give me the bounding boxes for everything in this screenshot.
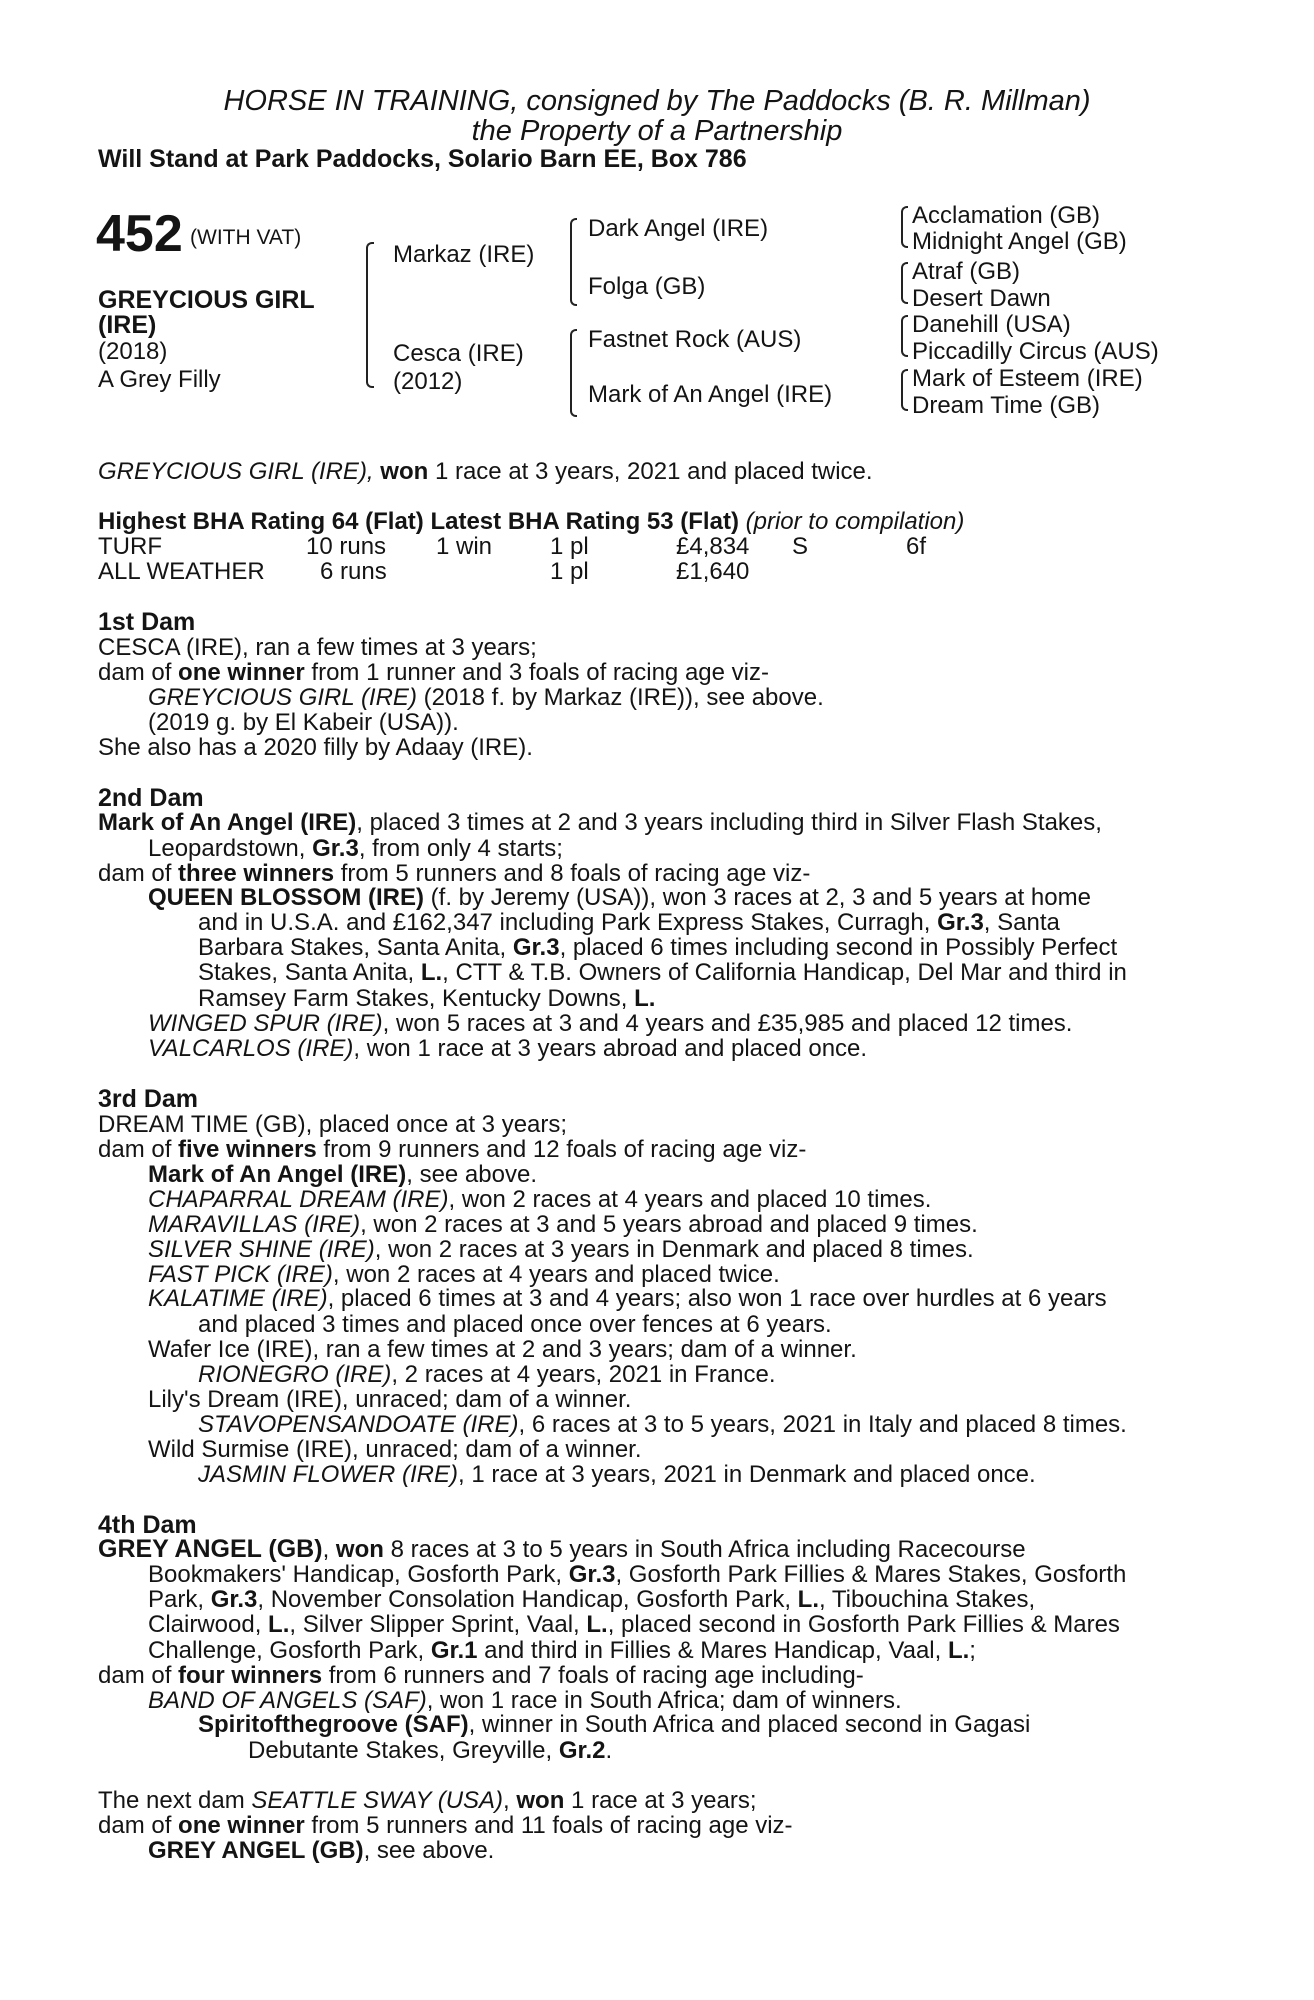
dam2-winged-spur [148,1012,1072,1036]
nd-l1d: won [516,1787,565,1814]
dam3-mark-angel [148,1163,537,1187]
dam2-qb-line3 [198,935,1193,960]
ga-l1d: 8 races at 3 to 5 years in South Africa including Racecourse [383,1536,1026,1563]
qb-name: QUEEN BLOSSOM (IRE) [148,884,425,911]
record-aw-placed: 1 pl [550,558,589,585]
pedigree-brace-gg2 [901,262,908,304]
pedigree-gg-3: Atraf (GB) [912,258,1021,285]
pedigree-gg-5: Danehill (USA) [912,311,1071,338]
cd-name: CHAPARRAL DREAM (IRE) [148,1186,449,1213]
sp-l1b: , winner in South Africa and placed second in Gagasi [468,1711,1031,1738]
dam2-line1 [98,810,1193,835]
qb-l3c: , placed 6 times including second in Possibly Perfect [559,934,1118,961]
dam3-line2 [98,1138,806,1162]
summary-won: won [380,458,429,485]
pedigree-sire: Markaz (IRE) [393,241,535,268]
next-dam-line3 [148,1839,494,1863]
mv-name: MARAVILLAS (IRE) [148,1211,361,1238]
dam3-maravillas [148,1213,978,1237]
record-aw-surface: ALL WEATHER [98,558,265,585]
pedigree-brace-dam [570,329,577,417]
ga-l2b: Gr.3 [568,1561,616,1588]
sp-l2c: . [605,1737,613,1764]
pedigree-gg-7: Mark of Esteem (IRE) [912,365,1143,392]
dam3-l2a: dam of [98,1136,179,1163]
dam1-l2b: one winner [178,659,305,686]
record-turf-distance: 6f [906,533,927,560]
pedigree-gg-4: Desert Dawn [912,285,1051,312]
dam1-line2 [98,661,769,685]
horse-name: GREYCIOUS GIRL [98,286,315,314]
pedigree-sire-dam: Folga (GB) [588,273,706,300]
ga-l5c: and third in Fillies & Mares Handicap, Vaal, [477,1637,948,1664]
kt-name: KALATIME (IRE) [148,1285,328,1312]
pedigree-gg-2: Midnight Angel (GB) [912,228,1127,255]
record-aw-earnings: £1,640 [676,558,750,585]
mv-text: , won 2 races at 3 and 5 years abroad and placed 9 times. [360,1211,978,1238]
ga-name: GREY ANGEL (GB) [98,1535,323,1563]
nd-l1e: 1 race at 3 years; [564,1787,757,1814]
dam4-grey-angel-line5 [148,1639,976,1663]
cd-text: , won 2 races at 4 years and placed 10 times. [448,1186,932,1213]
dam4-grey-angel-line2 [148,1562,1193,1587]
d4-l1a: dam of [98,1662,179,1689]
qb-l2c: , Santa [983,909,1060,936]
dam4-grey-angel-line3 [148,1587,1193,1612]
dam1-l3a: GREYCIOUS GIRL (IRE) [148,684,417,711]
st-name: STAVOPENSANDOATE (IRE) [198,1411,519,1438]
ga-l4a: Clairwood, [148,1611,269,1638]
d4-l1c: from 6 runners and 7 foals of racing age including- [322,1662,864,1689]
ga-l3a: Park, [148,1586,211,1613]
qb-l2a: and in U.S.A. and £162,347 including Park Express Stakes, Curragh, [198,909,938,936]
ga-l4b: L. [268,1611,290,1638]
dam3-l2b: five winners [178,1136,317,1163]
dam2-qb-line5 [198,987,655,1011]
dam4-spirit-line2 [248,1739,612,1763]
horse-year: (2018) [98,338,168,365]
race-summary [98,460,873,484]
dam2-l2b: Gr.3 [312,835,359,862]
ga-l2c: , Gosforth Park Fillies & Mares Stakes, Gosforth [615,1561,1127,1588]
record-aw-runs: 6 runs [320,558,387,585]
dam4-spirit-line1 [198,1712,1193,1737]
dam2-l2c: , from only 4 starts; [358,835,563,862]
next-dam-line1 [98,1789,756,1813]
nd-l1c: , [503,1787,517,1814]
qb-l5b: L. [634,985,656,1012]
dam1-line5: She also has a 2020 filly by Adaay (IRE). [98,734,533,761]
dam3-l2c: from 9 runners and 12 foals of racing age viz- [316,1136,807,1163]
qb-l5a: Ramsey Farm Stakes, Kentucky Downs, [198,985,635,1012]
jf-name: JASMIN FLOWER (IRE) [198,1461,459,1488]
nd-l2c: from 5 runners and 11 foals of racing age viz- [304,1812,793,1839]
ga-l5b: Gr.1 [430,1637,478,1664]
dam2-valcarlos [148,1037,867,1061]
dam2-qb-line2 [198,910,1193,935]
dam3-fast-pick [148,1263,780,1287]
dam2-heading: 2nd Dam [98,784,204,812]
nd-l1b: SEATTLE SWAY (USA) [251,1787,504,1814]
bha-rating-note: (prior to compilation) [745,508,965,535]
sp-l2a: Debutante Stakes, Greyville, [248,1737,559,1764]
sp-name: Spiritofthegroove (SAF) [198,1711,469,1738]
ga-l5a: Challenge, Gosforth Park, [148,1637,431,1664]
dam3-jasmin-flower [198,1463,1036,1487]
bha-rating [98,510,964,534]
st-text: , 6 races at 3 to 5 years, 2021 in Italy and placed 8 times. [518,1411,1127,1438]
record-turf-wins: 1 win [436,533,493,560]
dam2-l2a: Leopardstown, [148,835,313,862]
qb-l3b: Gr.3 [512,934,560,961]
ga-l2a: Bookmakers' Handicap, Gosforth Park, [148,1561,569,1588]
dam4-heading: 4th Dam [98,1511,197,1539]
sp-l2b: Gr.2 [558,1737,606,1764]
qb-l4c: , CTT & T.B. Owners of California Handicap, Del Mar and third in [442,959,1127,986]
ss-name: SILVER SHINE (IRE) [148,1236,375,1263]
dam2-line2 [148,837,563,861]
pedigree-dam-dam: Mark of An Angel (IRE) [588,381,833,408]
ga-l4c: , Silver Slipper Sprint, Vaal, [289,1611,587,1638]
dam3-line1: DREAM TIME (GB), placed once at 3 years; [98,1111,568,1138]
dam1-l3b: (2018 f. by Markaz (IRE)), see above. [416,684,824,711]
pedigree-brace-main [366,242,374,388]
ga-won: won [335,1536,384,1563]
qb-l2b: Gr.3 [937,909,984,936]
rn-text: , 2 races at 4 years, 2021 in France. [391,1361,776,1388]
ss-text: , won 2 races at 3 years in Denmark and placed 8 times. [374,1236,974,1263]
ga-comma: , [322,1536,336,1563]
pedigree-dam-sire: Fastnet Rock (AUS) [588,326,802,353]
header-consignor: HORSE IN TRAINING, consigned by The Paddocks (B. R. Millman) [223,85,1091,117]
dam3-silver-shine [148,1238,974,1262]
dam1-line1: CESCA (IRE), ran a few times at 3 years; [98,634,537,661]
nd-l1a: The next dam [98,1787,252,1814]
qb-l4b: L. [420,959,443,986]
qb-l3a: Barbara Stakes, Santa Anita, [198,934,513,961]
horse-description: A Grey Filly [98,366,221,393]
next-dam-line2 [98,1814,793,1838]
nd-l2b: one winner [178,1812,305,1839]
header-property: the Property of a Partnership [471,115,843,147]
dam2-qb-line4 [198,960,1193,985]
pedigree-gg-1: Acclamation (GB) [912,202,1101,229]
nd-l2a: dam of [98,1812,179,1839]
ma-name: Mark of An Angel (IRE) [148,1161,407,1188]
pedigree-brace-sire [570,218,577,306]
lot-number: 452 [96,205,183,263]
horse-name-country: (IRE) [98,311,157,339]
dam4-grey-angel-line1 [98,1537,1193,1562]
fp-name: FAST PICK (IRE) [148,1261,333,1288]
qb-l4a: Stakes, Santa Anita, [198,959,421,986]
ga-l4d: L. [586,1611,608,1638]
dam3-rionegro [198,1363,776,1387]
ga-l3b: Gr.3 [210,1586,258,1613]
dam3-wafer-ice: Wafer Ice (IRE), ran a few times at 2 and 3 years; dam of a winner. [148,1336,857,1363]
pedigree-gg-8: Dream Time (GB) [912,392,1101,419]
record-turf-earnings: £4,834 [676,533,750,560]
vc-text: , won 1 race at 3 years abroad and placed once. [353,1035,868,1062]
dam2-l1b: , placed 3 times at 2 and 3 years including third in Silver Flash Stakes, [356,809,1102,836]
dam3-lilys-dream: Lily's Dream (IRE), unraced; dam of a winner. [148,1386,632,1413]
ba-name: BAND OF ANGELS (SAF) [148,1687,427,1714]
record-turf-going: S [792,533,809,560]
pedigree-brace-gg3 [901,315,908,357]
dam4-band-of-angels [148,1689,902,1713]
dam2-line3 [98,862,810,886]
dam2-l3b: three winners [178,860,335,887]
dam3-stavopensandoate [198,1413,1127,1437]
ga-l3d: L. [797,1586,819,1613]
dam2-l3a: dam of [98,860,179,887]
dam2-l1a: Mark of An Angel (IRE) [98,809,357,836]
dam2-qb-line1 [148,885,1193,910]
dam3-wild-surmise: Wild Surmise (IRE), unraced; dam of a winner. [148,1436,642,1463]
rn-name: RIONEGRO (IRE) [198,1361,392,1388]
qb-l1b: (f. by Jeremy (USA)), won 3 races at 2, 3 and 5 years at home [424,884,1091,911]
ga-l5e: ; [969,1637,976,1664]
jf-text: , 1 race at 3 years, 2021 in Denmark and placed once. [458,1461,1036,1488]
ba-text: , won 1 race in South Africa; dam of winners. [426,1687,902,1714]
dam4-grey-angel-line4 [148,1612,1193,1637]
summary-rest: 1 race at 3 years, 2021 and placed twice. [434,458,873,485]
bha-rating-text: Highest BHA Rating 64 (Flat) Latest BHA Rating 53 (Flat) [98,508,739,535]
dam3-heading: 3rd Dam [98,1085,199,1113]
pedigree-dam: Cesca (IRE) [393,340,524,367]
pedigree-brace-gg4 [901,369,908,411]
pedigree-sire-sire: Dark Angel (IRE) [588,215,769,242]
dam3-kalatime-line2: and placed 3 times and placed once over fences at 6 years. [198,1311,832,1338]
ws-text: , won 5 races at 3 and 4 years and £35,985 and placed 12 times. [382,1010,1073,1037]
header-location: Will Stand at Park Paddocks, Solario Barn EE, Box 786 [98,145,747,173]
ga-l3c: , November Consolation Handicap, Gosforth Park, [257,1586,798,1613]
dam1-l2c: from 1 runner and 3 foals of racing age viz- [304,659,769,686]
record-turf-runs: 10 runs [306,533,387,560]
ga-l4e: , placed second in Gosforth Park Fillies & Mares [607,1611,1120,1638]
fp-text: , won 2 races at 4 years and placed twice. [332,1261,780,1288]
dam1-heading: 1st Dam [98,608,196,636]
vc-name: VALCARLOS (IRE) [148,1035,354,1062]
record-turf-placed: 1 pl [550,533,589,560]
dam3-kalatime-line1 [148,1286,1193,1311]
dam1-l2a: dam of [98,659,179,686]
pedigree-gg-6: Piccadilly Circus (AUS) [912,338,1159,365]
kt-text: , placed 6 times at 3 and 4 years; also won 1 race over hurdles at 6 years [327,1285,1107,1312]
nd-l3b: , see above. [363,1837,495,1864]
record-turf-surface: TURF [98,533,162,560]
dam2-l3c: from 5 runners and 8 foals of racing age viz- [334,860,811,887]
ga-l5d: L. [947,1637,970,1664]
pedigree-brace-gg1 [901,206,908,248]
dam3-chaparral [148,1188,931,1212]
vat-note: (WITH VAT) [190,226,302,249]
dam1-line4: (2019 g. by El Kabeir (USA)). [148,709,459,736]
pedigree-dam-year: (2012) [393,368,463,395]
ws-name: WINGED SPUR (IRE) [148,1010,383,1037]
d4-l1b: four winners [178,1662,323,1689]
dam1-line3 [148,686,824,710]
nd-l3a: GREY ANGEL (GB) [148,1837,364,1864]
ma-text: , see above. [406,1161,537,1188]
ga-l3e: , Tibouchina Stakes, [818,1586,1036,1613]
summary-horse-name: GREYCIOUS GIRL (IRE), [98,458,374,485]
dam4-dam-of [98,1664,864,1688]
